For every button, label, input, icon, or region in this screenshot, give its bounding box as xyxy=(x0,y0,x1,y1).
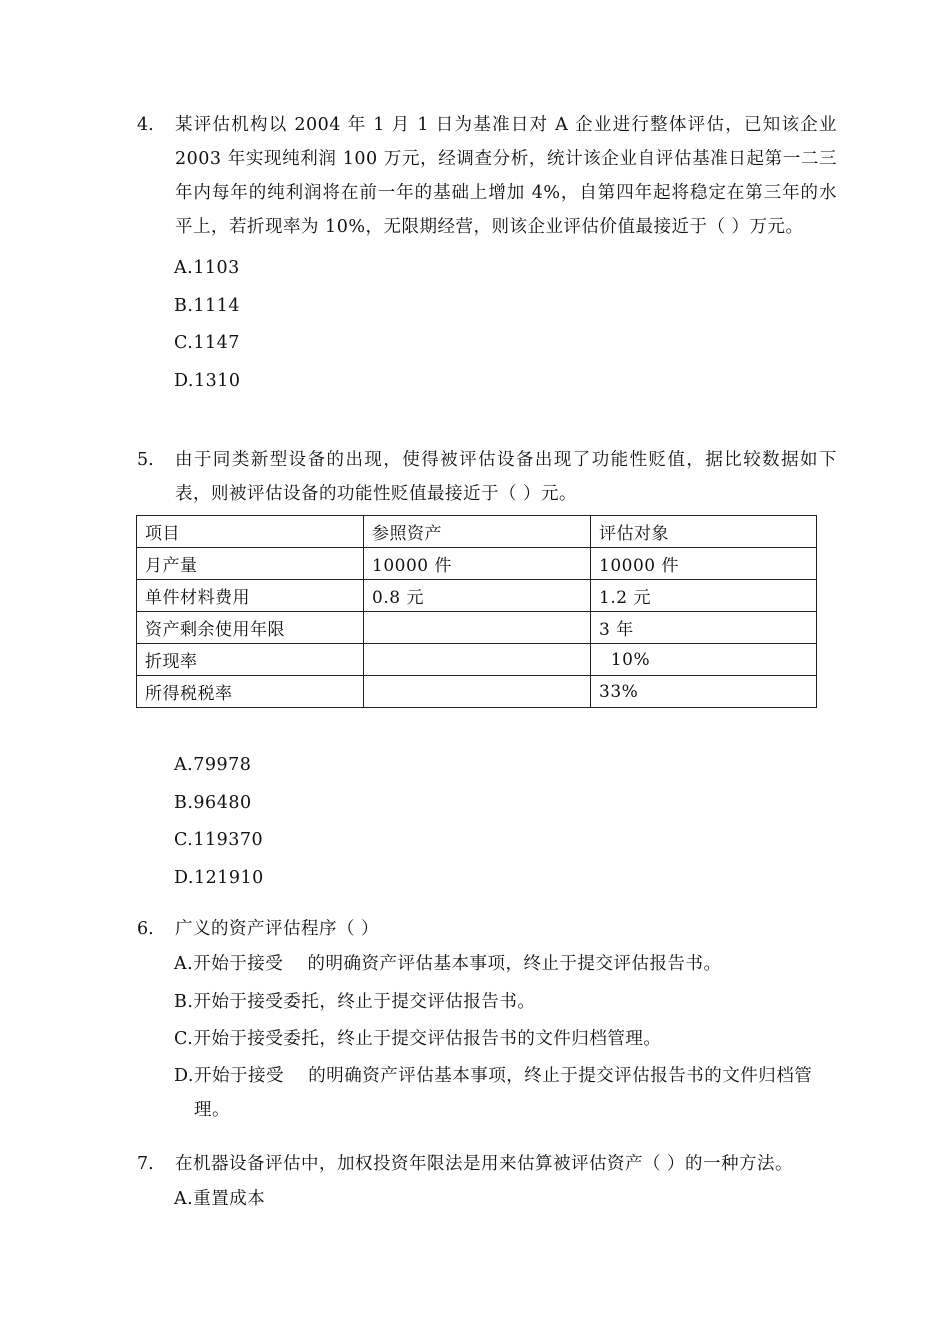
table-cell: 所得税税率 xyxy=(137,676,364,708)
options-list xyxy=(174,946,837,1127)
question-text: 在机器设备评估中，加权投资年限法是用来估算被评估资产（ ）的一种方法。 xyxy=(175,1154,794,1174)
table-cell: 月产量 xyxy=(137,548,364,580)
question-6 xyxy=(137,912,837,1127)
table-cell xyxy=(364,644,591,676)
table-header-cell: 参照资产 xyxy=(364,516,591,548)
option-c: C.1147 xyxy=(174,333,240,353)
question-7 xyxy=(137,1147,837,1219)
table-cell: 33% xyxy=(591,676,817,708)
table-cell: 10000 件 xyxy=(591,548,817,580)
comparison-table xyxy=(136,515,817,708)
option-b: B.1114 xyxy=(174,295,240,316)
table-cell: 单件材料费用 xyxy=(137,580,364,612)
option-d: D.开始于接受 的明确资产评估基本事项，终止于提交评估报告书的文件归档管理。 xyxy=(174,1065,813,1120)
table-row xyxy=(137,612,817,644)
table-cell: 10000 件 xyxy=(364,548,591,580)
table-row xyxy=(137,644,817,676)
table-cell: 3 年 xyxy=(591,612,817,644)
options-list xyxy=(174,250,837,400)
question-text: 由于同类新型设备的出现，使得被评估设备出现了功能性贬值，据比较数据如下表，则被评估设备的功能性贬值最接近于（ ）元。 xyxy=(175,450,837,504)
option-b: B.96480 xyxy=(174,792,252,813)
option-b: B.开始于接受委托，终止于提交评估报告书。 xyxy=(174,991,536,1012)
question-text: 广义的资产评估程序（ ） xyxy=(175,919,380,939)
question-5-options xyxy=(137,747,837,897)
table-header-cell: 项目 xyxy=(137,516,364,548)
table-row xyxy=(137,580,817,612)
table-cell: 1.2 元 xyxy=(591,580,817,612)
question-5 xyxy=(137,443,837,511)
question-number: 6. xyxy=(137,919,154,939)
question-number: 7. xyxy=(137,1154,154,1174)
option-c: C.开始于接受委托，终止于提交评估报告书的文件归档管理。 xyxy=(174,1029,662,1049)
question-4 xyxy=(137,108,837,400)
table-cell: 10% xyxy=(591,644,817,676)
option-a: A.开始于接受 的明确资产评估基本事项，终止于提交评估报告书。 xyxy=(174,954,722,974)
option-d: D.1310 xyxy=(174,370,241,391)
question-number: 5. xyxy=(137,450,154,470)
options-list xyxy=(174,1181,837,1219)
table-cell: 资产剩余使用年限 xyxy=(137,612,364,644)
table-header-row xyxy=(137,516,817,548)
table-cell: 折现率 xyxy=(137,644,364,676)
question-number: 4. xyxy=(137,115,154,135)
table-cell xyxy=(364,676,591,708)
option-a: A.79978 xyxy=(174,755,252,775)
option-d: D.121910 xyxy=(174,867,264,888)
table-cell xyxy=(364,612,591,644)
table-header-cell: 评估对象 xyxy=(591,516,817,548)
option-a: A.重置成本 xyxy=(174,1189,266,1209)
option-c: C.119370 xyxy=(174,830,264,850)
table-cell: 0.8 元 xyxy=(364,580,591,612)
question-text: 某评估机构以 2004 年 1 月 1 日为基准日对 A 企业进行整体评估，已知该企业 2003 年实现纯利润 100 万元，经调查分析，统计该企业自评估基准日起第一二三年内每年的纯利润将在前一年的基础上增加 4%，自第四年起将稳定在第三年的水平上，若折现率为 10%，无限期经营，则该企业评估价值最接近于（ ）万元。 xyxy=(175,115,837,237)
table-row xyxy=(137,676,817,708)
table-row xyxy=(137,548,817,580)
options-list xyxy=(174,747,837,897)
option-a: A.1103 xyxy=(174,258,240,278)
